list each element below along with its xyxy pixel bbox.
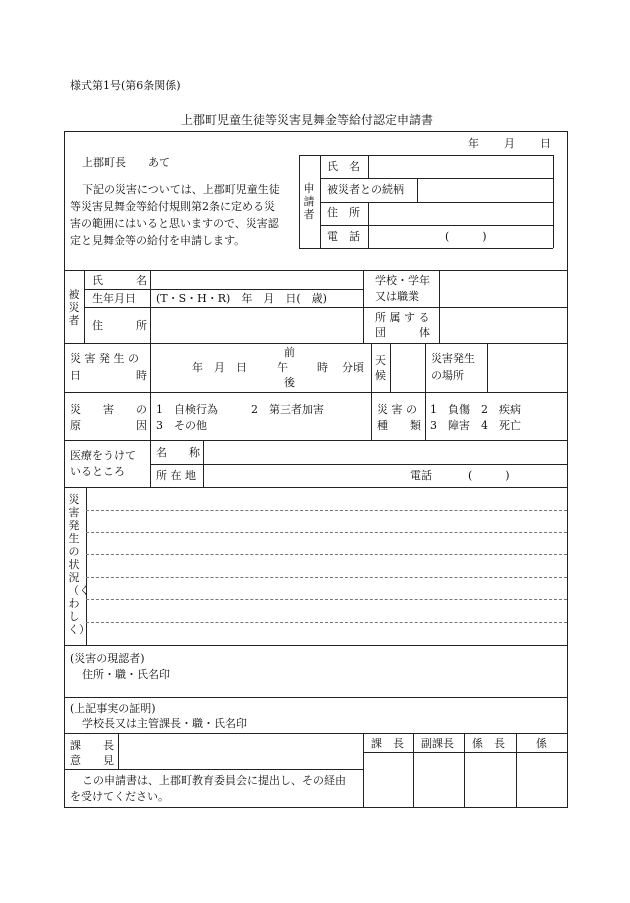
approval-header-deputy-chief: 副課長 [421, 737, 454, 750]
occurrence-minute: 分頃 [342, 361, 364, 374]
applicant-address-label: 住 所 [327, 206, 360, 219]
applicant-side-label: 申請者 [303, 182, 315, 221]
applicant-phone-label: 電 話 [327, 230, 360, 243]
disaster-type-label: 災 害 の [377, 403, 417, 416]
occurrence-label: 日 時 [70, 369, 147, 382]
victim-name-field[interactable] [152, 272, 360, 287]
cause-options[interactable]: 3 その他 [156, 419, 207, 432]
approval-header-section-chief: 課 長 [371, 737, 404, 750]
witness-label: (災害の現認者) [70, 652, 145, 665]
organization-label: 所 属 す る [375, 311, 430, 324]
cause-options[interactable]: 1 自検行為 2 第三者加害 [156, 403, 324, 416]
approval-header-unit-chief: 係 長 [472, 737, 505, 750]
medical-label: いるところ [70, 465, 125, 478]
addressee: 上郡町長 あて [82, 156, 170, 169]
organization-label: 団 体 [375, 326, 430, 339]
applicant-relation-label: 被災者との続柄 [327, 183, 404, 196]
occurrence-before: 前 [284, 346, 295, 359]
date-year: 年 [468, 137, 479, 150]
applicant-address-field[interactable] [370, 204, 550, 222]
cause-label: 災 害 の [70, 403, 147, 416]
approval-stamp-box[interactable] [466, 754, 514, 805]
date-day: 日 [540, 137, 551, 150]
approval-stamp-box[interactable] [518, 754, 565, 805]
medical-name-label: 名 称 [156, 446, 200, 459]
organization-field[interactable] [441, 310, 563, 340]
form-number: 様式第1号(第6条関係) [70, 79, 181, 92]
disaster-type-options[interactable]: 1 負傷 2 疾病 [430, 403, 521, 416]
school-label: 学校・学年 [375, 274, 430, 287]
situation-field[interactable] [88, 490, 564, 643]
school-field[interactable] [441, 272, 563, 304]
victim-name-label: 氏 名 [92, 274, 147, 287]
place-label: の場所 [431, 369, 464, 382]
victim-address-field[interactable] [152, 310, 360, 340]
applicant-name-label: 氏 名 [327, 160, 360, 173]
proof-sub-label: 学校長又は主管課長・職・氏名印 [82, 717, 247, 730]
form-title: 上郡町児童生徒等災害見舞金等給付認定申請書 [181, 113, 434, 127]
note-line: を受けてください。 [70, 790, 169, 803]
weather-label: 天 [375, 354, 386, 367]
weather-field[interactable] [392, 345, 423, 390]
applicant-phone-field[interactable]: ( ) [445, 230, 487, 243]
place-field[interactable] [489, 345, 564, 390]
witness-sub-label: 住所・職・氏名印 [82, 668, 170, 681]
occurrence-label: 災 害 発 生 の [70, 352, 139, 365]
occurrence-after: 後 [284, 376, 295, 389]
school-label: 又は職業 [375, 290, 419, 303]
opinion-label: 意 見 [70, 754, 114, 767]
medical-name-field[interactable] [205, 442, 563, 462]
victim-birth-label: 生年月日 [92, 292, 136, 305]
applicant-relation-field[interactable] [419, 180, 549, 198]
cause-label: 原 因 [70, 419, 147, 432]
occurrence-date[interactable]: 年 月 日 [192, 361, 247, 374]
approval-stamp-box[interactable] [365, 754, 411, 805]
intro-line: 害の範囲にはいると思いますので、災害認 [70, 217, 279, 230]
medical-label: 医療をうけて [70, 449, 136, 462]
note-line: この申請書は、上郡町教育委員会に提出し、その経由 [82, 774, 346, 787]
occurrence-hour: 時 [317, 361, 328, 374]
place-label: 災害発生 [431, 352, 475, 365]
disaster-type-options[interactable]: 3 障害 4 死亡 [430, 419, 521, 432]
proof-label: (上記事実の証明) [70, 702, 156, 715]
situation-label: 災害発生の状況（くわしく） [68, 493, 90, 636]
medical-phone-field[interactable]: ( ) [468, 469, 510, 482]
applicant-name-field[interactable] [370, 157, 550, 175]
medical-phone-label: 電話 [410, 469, 432, 482]
medical-location-label: 所 在 地 [156, 469, 196, 482]
intro-line: 等災害見舞金等給付規則第2条に定める災 [70, 200, 275, 213]
intro-line: 下記の災害については、上郡町児童生徒 [82, 183, 280, 196]
date-month: 月 [504, 137, 515, 150]
disaster-type-label: 種 類 [377, 419, 421, 432]
approval-stamp-box[interactable] [415, 754, 462, 805]
victim-birth-field[interactable]: (T・S・H・R) 年 月 日( 歳) [156, 292, 327, 305]
intro-line: 定と見舞金等の給付を申請します。 [70, 234, 246, 247]
opinion-field[interactable] [120, 735, 360, 767]
victim-side-label: 被災者 [68, 288, 80, 327]
approval-header-staff: 係 [536, 737, 547, 750]
opinion-label: 課 長 [70, 739, 114, 752]
occurrence-am: 午 [277, 361, 288, 374]
weather-label: 候 [375, 369, 386, 382]
victim-address-label: 住 所 [92, 319, 147, 332]
